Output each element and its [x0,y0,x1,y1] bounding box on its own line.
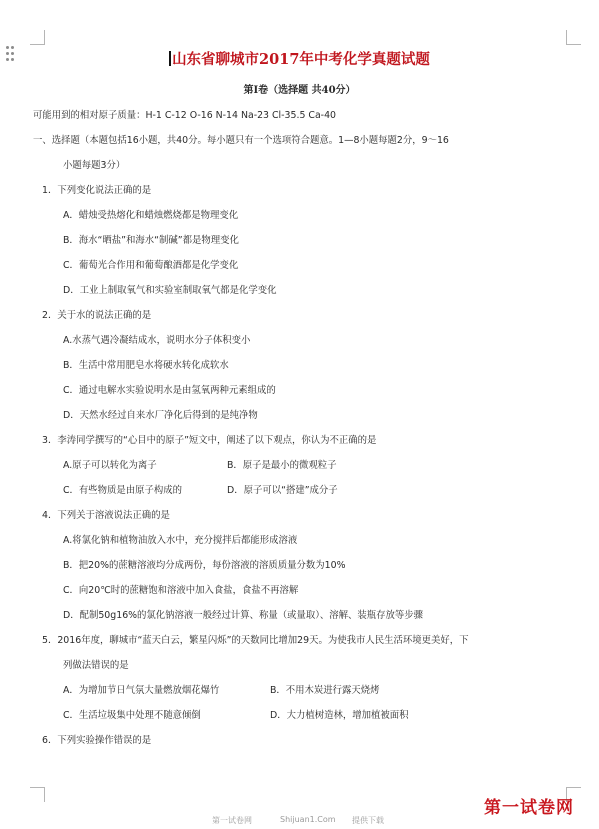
page-corner-mark-top-left [30,30,45,45]
question-3-option-c: C．有些物质是由原子构成的 [63,485,183,496]
question-2-option-d: D．天然水经过自来水厂净化后得到的是纯净物 [63,410,258,421]
section-instructions-line-2: 小题每题3分） [63,160,126,171]
question-3-option-d: D．原子可以“搭建”成分子 [227,485,338,496]
question-1-option-b: B．海水“晒盐”和海水“制碱”都是物理变化 [63,235,239,246]
question-5-option-b: B．不用木炭进行露天烧烤 [270,685,380,696]
question-5-option-d: D．大力植树造林，增加植被面积 [270,710,409,721]
page-corner-mark-top-right [566,30,581,45]
atomic-masses-line: 可能用到的相对原子质量：H-1 C-12 O-16 N-14 Na-23 Cl-35.5 Ca-40 [33,110,336,121]
section-instructions-line-1: 一、选择题（本题包括16小题，共40分。每小题只有一个选项符合题意。1—8小题每题2分，9～16 [33,135,449,146]
question-stem-6: 6．下列实验操作错误的是 [42,735,152,746]
question-4-option-d: D．配制50g16%的氯化钠溶液一般经过计算、称量（或量取）、溶解、装瓶存放等步骤 [63,610,423,621]
footer-left-text: 第一试卷网 [212,816,252,825]
text-cursor-icon [169,51,171,66]
footer-center-text: Shijuan1.Com [280,815,336,824]
question-stem-1: 1．下列变化说法正确的是 [42,185,152,196]
question-3-option-a: A.原子可以转化为离子 [63,460,157,471]
page-corner-mark-bottom-left [30,787,45,802]
question-5-option-a: A．为增加节日气氛大量燃放烟花爆竹 [63,685,220,696]
question-stem-2: 2．关于水的说法正确的是 [42,310,152,321]
question-2-option-b: B．生活中常用肥皂水将硬水转化成软水 [63,360,229,371]
document-title[interactable]: 山东省聊城市2017年中考化学真题试题 [0,48,599,69]
question-2-option-c: C．通过电解水实验说明水是由氢氧两种元素组成的 [63,385,276,396]
question-stem-4: 4．下列关于溶液说法正确的是 [42,510,170,521]
question-4-option-c: C．向20℃时的蔗糖饱和溶液中加入食盐，食盐不再溶解 [63,585,299,596]
question-4-option-b: B．把20%的蔗糖溶液均分成两份，每份溶液的溶质质量分数为10% [63,560,346,571]
question-2-option-a: A.水蒸气遇冷凝结成水，说明水分子体积变小 [63,335,251,346]
question-3-option-b: B．原子是最小的微观粒子 [227,460,337,471]
site-watermark: 第一试卷网 [484,798,574,818]
question-1-option-d: D．工业上制取氧气和实验室制取氧气都是化学变化 [63,285,277,296]
question-stem-3: 3．李涛同学撰写的“心目中的原子”短文中，阐述了以下观点，你认为不正确的是 [42,435,377,446]
section-subtitle: 第Ⅰ卷（选择题 共40分） [243,85,356,96]
question-1-option-c: C．葡萄光合作用和葡萄酿酒都是化学变化 [63,260,239,271]
question-stem-5-continued: 列做法错误的是 [63,660,129,671]
question-stem-5: 5．2016年度，聊城市“蓝天白云，繁星闪烁”的天数同比增加29天。为使我市人民生活环境更美好，下 [42,635,469,646]
question-1-option-a: A．蜡烛受热熔化和蜡烛燃烧都是物理变化 [63,210,239,221]
question-4-option-a: A.将氯化钠和植物油放入水中，充分搅拌后都能形成溶液 [63,535,298,546]
question-5-option-c: C．生活垃圾集中处理不随意倾倒 [63,710,201,721]
footer-right-text: 提供下载 [352,816,384,825]
